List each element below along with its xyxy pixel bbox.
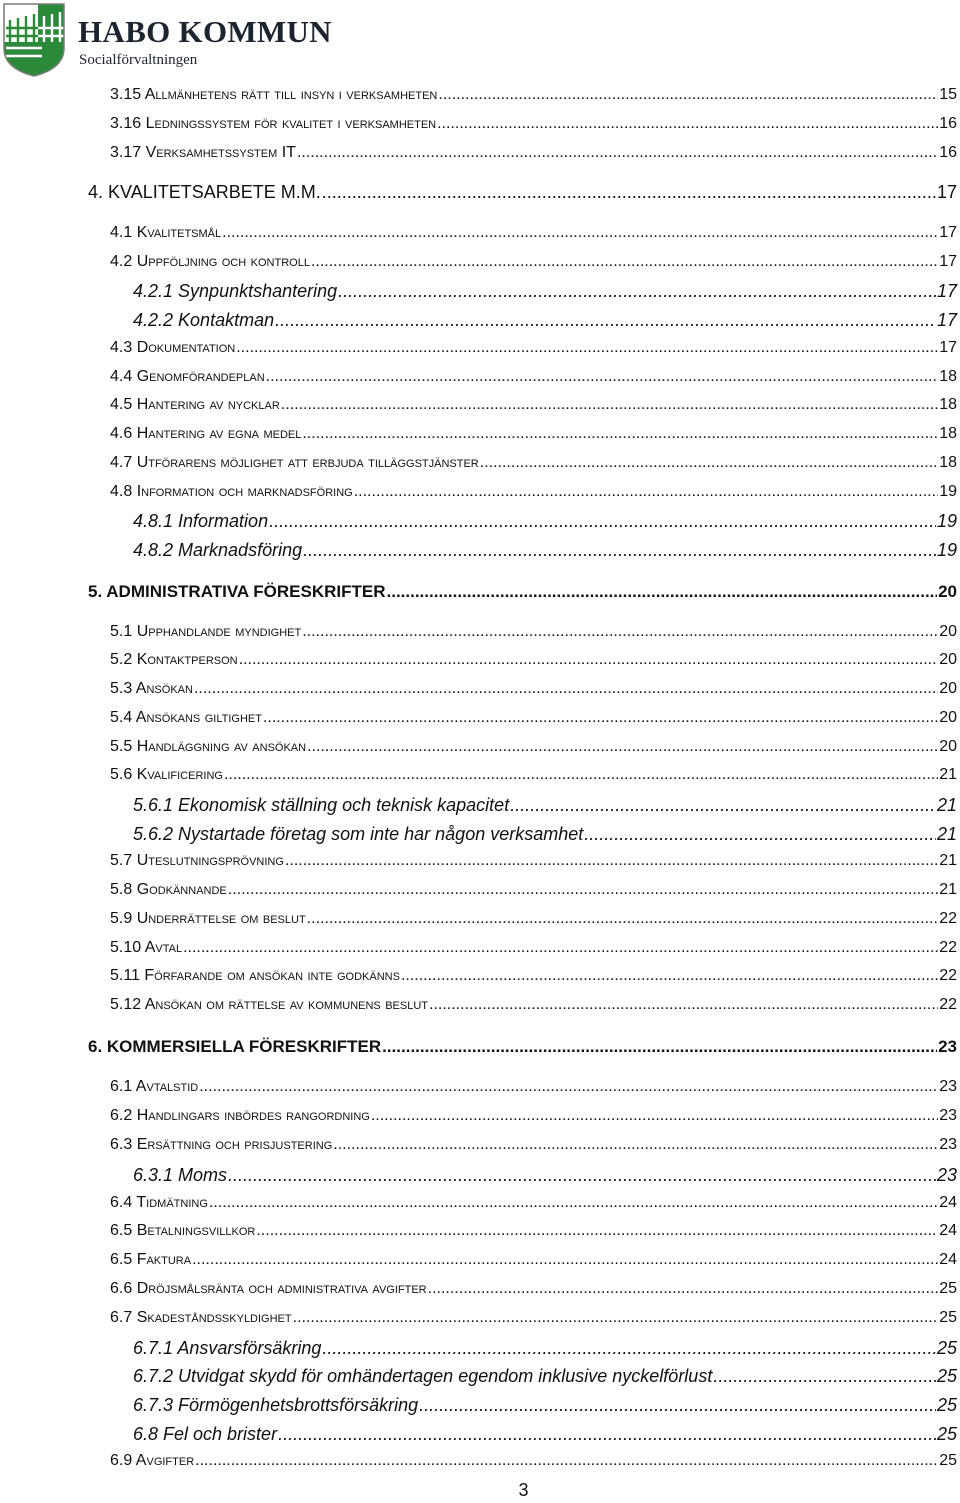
toc-entry[interactable] (110, 738, 957, 756)
toc-leader-dots (584, 824, 936, 845)
toc-entry-page: 20 (939, 651, 957, 668)
toc-leader-dots (278, 1424, 936, 1445)
toc-entry-title: 4.2.2 Kontaktman (133, 310, 275, 330)
toc-entry-title: 3.16 Ledningssystem för kvalitet i verksamheten (110, 115, 437, 132)
toc-entry-page: 20 (938, 582, 957, 601)
toc-entry[interactable] (110, 483, 957, 501)
toc-entry-title: 5.10 Avtal (110, 939, 183, 956)
toc-entry[interactable] (133, 310, 957, 331)
toc-leader-dots (224, 766, 938, 784)
toc-leader-dots (382, 1037, 937, 1057)
toc-leader-dots (192, 1251, 938, 1269)
toc-entry-title: 6.6 Dröjsmålsränta och administrativa avgifter (110, 1280, 427, 1297)
toc-leader-dots (256, 1222, 938, 1240)
organization-name: HABO KOMMUN (78, 14, 332, 49)
toc-leader-dots (311, 253, 938, 271)
toc-leader-dots (228, 881, 938, 899)
toc-entry[interactable] (110, 996, 957, 1014)
toc-entry[interactable] (110, 144, 957, 162)
toc-entry[interactable] (110, 967, 957, 985)
toc-entry-page: 21 (939, 766, 957, 783)
toc-entry-title: 6.3 Ersättning och prisjustering (110, 1136, 333, 1153)
toc-entry[interactable] (110, 881, 957, 899)
toc-entry-title: 6.4 Tidmätning (110, 1194, 208, 1211)
toc-entry[interactable] (110, 680, 957, 698)
toc-entry[interactable] (133, 540, 957, 561)
toc-entry-title: 4.1 Kvalitetsmål (110, 224, 222, 241)
toc-entry-page: 17 (936, 310, 957, 330)
toc-entry[interactable] (110, 1251, 957, 1269)
toc-entry-title: 3.15 Allmänhetens rätt till insyn i verksamheten (110, 86, 438, 103)
toc-leader-dots (239, 651, 939, 669)
toc-entry-title: 6.2 Handlingars inbördes rangordning (110, 1107, 370, 1124)
toc-entry-title: 5.4 Ansökans giltighet (110, 709, 262, 726)
toc-entry-page: 25 (936, 1338, 957, 1358)
toc-entry-title: 5.6 Kvalificering (110, 766, 223, 783)
toc-entry-page: 16 (939, 115, 957, 132)
toc-leader-dots (387, 582, 938, 602)
toc-entry-title: 5.11 Förfarande om ansökan inte godkänns (110, 967, 400, 984)
toc-entry[interactable] (110, 454, 957, 472)
toc-leader-dots (371, 1107, 938, 1125)
toc-entry-page: 18 (939, 368, 957, 385)
toc-entry-title: 6.9 Avgifter (110, 1452, 195, 1469)
toc-leader-dots (285, 852, 938, 870)
toc-entry-page: 22 (939, 910, 957, 927)
toc-leader-dots (303, 540, 936, 561)
toc-leader-dots (333, 1136, 938, 1154)
toc-leader-dots (228, 1165, 936, 1186)
toc-entry-title: 6.7.1 Ansvarsförsäkring (133, 1338, 322, 1358)
toc-entry[interactable] (133, 1165, 957, 1186)
toc-leader-dots (438, 86, 938, 104)
toc-entry[interactable] (110, 1078, 957, 1096)
toc-leader-dots (322, 1338, 936, 1359)
toc-entry-page: 24 (939, 1194, 957, 1211)
toc-entry-page: 22 (939, 967, 957, 984)
toc-entry-title: 5.7 Uteslutningsprövning (110, 852, 284, 869)
toc-entry-page: 18 (939, 425, 957, 442)
toc-leader-dots (236, 339, 938, 357)
toc-entry-title: 5.9 Underrättelse om beslut (110, 910, 306, 927)
toc-leader-dots (429, 996, 938, 1014)
toc-entry[interactable] (133, 1338, 957, 1359)
toc-entry-page: 20 (939, 623, 957, 640)
toc-entry-title: 4.2.1 Synpunktshantering (133, 281, 338, 301)
toc-entry-title: 5. ADMINISTRATIVA FÖRESKRIFTER (88, 582, 386, 601)
toc-leader-dots (307, 738, 938, 756)
toc-entry-title: 4.8.1 Information (133, 511, 269, 531)
toc-entry-title: 6.3.1 Moms (133, 1165, 228, 1185)
toc-leader-dots (222, 224, 938, 242)
toc-entry-page: 25 (936, 1424, 957, 1444)
toc-leader-dots (401, 967, 938, 985)
toc-entry-title: 4.6 Hantering av egna medel (110, 425, 302, 442)
toc-entry[interactable] (110, 1452, 957, 1470)
toc-entry[interactable] (88, 182, 957, 203)
habo-coat-of-arms-icon (2, 2, 66, 78)
toc-entry-page: 17 (939, 253, 957, 270)
toc-entry[interactable] (110, 1107, 957, 1125)
toc-entry-page: 23 (939, 1078, 957, 1095)
toc-entry[interactable] (110, 224, 957, 242)
toc-leader-dots (194, 680, 938, 698)
toc-entry-page: 23 (939, 1107, 957, 1124)
toc-entry-page: 21 (939, 881, 957, 898)
toc-entry-title: 5.2 Kontaktperson (110, 651, 238, 668)
toc-entry-page: 21 (936, 795, 957, 815)
toc-leader-dots (480, 454, 938, 472)
toc-entry-page: 20 (939, 738, 957, 755)
toc-entry[interactable] (110, 939, 957, 957)
toc-entry-page: 20 (939, 680, 957, 697)
toc-entry-page: 22 (939, 939, 957, 956)
toc-leader-dots (275, 310, 936, 331)
toc-entry-title: 6.7 Skadeståndsskyldighet (110, 1309, 292, 1326)
toc-entry-title: 4.8 Information och marknadsföring (110, 483, 353, 500)
toc-entry-page: 25 (936, 1395, 957, 1415)
toc-leader-dots (281, 396, 938, 414)
toc-entry[interactable] (110, 1136, 957, 1154)
toc-entry-page: 18 (939, 454, 957, 471)
toc-entry-page: 18 (939, 396, 957, 413)
toc-entry-title: 6.8 Fel och brister (133, 1424, 278, 1444)
toc-leader-dots (195, 1452, 938, 1470)
toc-leader-dots (263, 709, 938, 727)
toc-entry-page: 21 (936, 824, 957, 844)
toc-entry-title: 5.3 Ansökan (110, 680, 193, 697)
toc-entry-title: 5.12 Ansökan om rättelse av kommunens beslut (110, 996, 428, 1013)
toc-entry[interactable] (110, 910, 957, 928)
toc-entry-page: 16 (939, 144, 957, 161)
toc-leader-dots (338, 281, 936, 302)
toc-entry-title: 6. KOMMERSIELLA FÖRESKRIFTER (88, 1037, 382, 1056)
toc-leader-dots (266, 368, 939, 386)
toc-entry-title: 6.5 Faktura (110, 1251, 192, 1268)
toc-entry-page: 23 (939, 1136, 957, 1153)
toc-leader-dots (302, 425, 938, 443)
toc-leader-dots (307, 910, 939, 928)
toc-leader-dots (322, 182, 936, 203)
toc-leader-dots (428, 1280, 939, 1298)
toc-entry-page: 17 (939, 339, 957, 356)
toc-entry[interactable] (110, 86, 957, 104)
toc-entry-title: 4.3 Dokumentation (110, 339, 236, 356)
toc-entry[interactable] (110, 253, 957, 271)
toc-entry[interactable] (110, 396, 957, 414)
toc-entry-title: 5.6.1 Ekonomisk ställning och teknisk kapacitet (133, 795, 510, 815)
toc-entry[interactable] (110, 709, 957, 727)
toc-entry-title: 5.6.2 Nystartade företag som inte har någon verksamhet (133, 824, 584, 844)
toc-entry[interactable] (88, 582, 957, 602)
toc-entry-page: 17 (939, 224, 957, 241)
toc-entry-page: 25 (939, 1452, 957, 1469)
toc-entry[interactable] (133, 824, 957, 845)
toc-entry[interactable] (110, 368, 957, 386)
toc-entry-page: 17 (936, 182, 957, 202)
toc-leader-dots (269, 511, 936, 532)
toc-entry-title: 6.7.2 Utvidgat skydd för omhändertagen egendom inklusive nyckelförlust (133, 1366, 713, 1386)
toc-entry-title: 6.5 Betalningsvillkor (110, 1222, 256, 1239)
toc-entry-title: 4. KVALITETSARBETE M.M. (88, 182, 321, 202)
toc-entry[interactable] (110, 852, 957, 870)
toc-entry-title: 6.7.3 Förmögenhetsbrottsförsäkring (133, 1395, 419, 1415)
toc-entry[interactable] (110, 1222, 957, 1240)
toc-entry[interactable] (88, 1037, 957, 1057)
toc-leader-dots (713, 1366, 936, 1387)
toc-entry-page: 23 (938, 1037, 957, 1056)
page-number: 3 (518, 1480, 529, 1500)
toc-leader-dots (297, 144, 938, 162)
toc-leader-dots (419, 1395, 936, 1416)
toc-entry-page: 15 (939, 86, 957, 103)
toc-leader-dots (437, 115, 938, 133)
toc-leader-dots (199, 1078, 938, 1096)
toc-entry-page: 25 (936, 1366, 957, 1386)
toc-entry[interactable] (133, 1395, 957, 1416)
toc-entry-page: 21 (939, 852, 957, 869)
toc-entry-title: 5.1 Upphandlande myndighet (110, 623, 302, 640)
toc-entry-title: 4.4 Genomförandeplan (110, 368, 265, 385)
toc-entry-title: 6.1 Avtalstid (110, 1078, 199, 1095)
toc-entry-title: 4.8.2 Marknadsföring (133, 540, 303, 560)
toc-leader-dots (209, 1194, 938, 1212)
toc-entry[interactable] (133, 795, 957, 816)
toc-entry-page: 23 (936, 1165, 957, 1185)
toc-entry[interactable] (110, 623, 957, 641)
toc-entry-page: 19 (936, 540, 957, 560)
toc-entry[interactable] (133, 1366, 957, 1387)
toc-leader-dots (510, 795, 936, 816)
toc-entry-page: 17 (936, 281, 957, 301)
toc-entry-page: 25 (939, 1280, 957, 1297)
toc-leader-dots (183, 939, 938, 957)
toc-entry-title: 4.5 Hantering av nycklar (110, 396, 280, 413)
organization-department: Socialförvaltningen (79, 52, 198, 68)
toc-entry-page: 24 (939, 1222, 957, 1239)
toc-entry[interactable] (133, 1424, 957, 1445)
toc-entry-title: 4.7 Utförarens möjlighet att erbjuda tilläggstjänster (110, 454, 479, 471)
toc-entry-title: 4.2 Uppföljning och kontroll (110, 253, 310, 270)
toc-entry[interactable] (110, 425, 957, 443)
toc-entry-page: 25 (939, 1309, 957, 1326)
toc-leader-dots (302, 623, 938, 641)
toc-entry[interactable] (110, 766, 957, 784)
toc-entry[interactable] (110, 339, 957, 357)
toc-entry-page: 20 (939, 709, 957, 726)
toc-entry-title: 3.17 Verksamhetssystem IT (110, 144, 296, 161)
toc-entry[interactable] (133, 511, 957, 532)
toc-entry-page: 24 (939, 1251, 957, 1268)
toc-entry[interactable] (133, 281, 957, 302)
toc-entry-page: 19 (936, 511, 957, 531)
toc-entry-title: 5.8 Godkännande (110, 881, 227, 898)
toc-entry[interactable] (110, 651, 957, 669)
toc-entry[interactable] (110, 1194, 957, 1212)
toc-entry[interactable] (110, 115, 957, 133)
toc-entry-title: 5.5 Handläggning av ansökan (110, 738, 307, 755)
toc-leader-dots (354, 483, 938, 501)
toc-entry[interactable] (110, 1280, 957, 1298)
toc-entry-page: 22 (939, 996, 957, 1013)
toc-leader-dots (293, 1309, 939, 1327)
toc-entry[interactable] (110, 1309, 957, 1327)
toc-entry-page: 19 (939, 483, 957, 500)
document-header (0, 0, 960, 82)
